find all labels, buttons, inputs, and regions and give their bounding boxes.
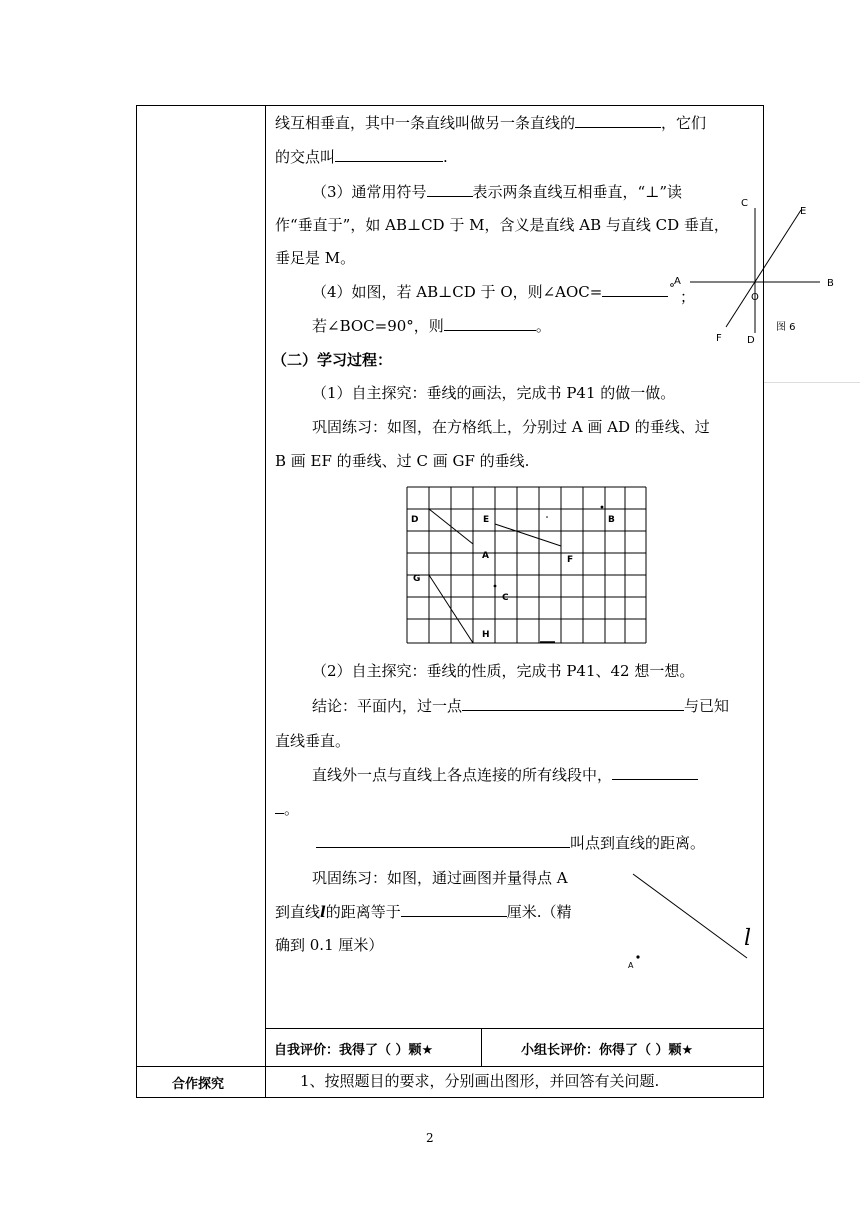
group-eval: 小组长评价：你得了（ ）颗★ (521, 1043, 694, 1058)
para-2: 巩固练习：如图，在方格纸上，分别过 A 画 AD 的垂线、过 (312, 418, 710, 436)
dot-C (494, 585, 497, 588)
para-3: B 画 EF 的垂线、过 C 画 GF 的垂线. (275, 452, 530, 470)
label-O: O (751, 292, 759, 303)
section-title: （二）学习过程： (272, 351, 393, 369)
para-8 (275, 799, 299, 819)
line-3-tail: 表示两条直线互相垂直，“⊥”读 (472, 183, 682, 201)
grid-label-A: A (482, 551, 489, 561)
page-number: 2 (426, 1131, 434, 1145)
label-E: E (800, 206, 807, 217)
para-11-l: l (320, 903, 326, 921)
line-1-text: 线互相垂直，其中一条直线叫做另一条直线的 (275, 114, 576, 132)
table-bottom-border (136, 1097, 764, 1098)
line-6-text: （4）如图，若 AB⊥CD 于 O，则∠AOC= (312, 283, 603, 301)
figure-6 (660, 190, 850, 350)
para-11-text: 到直线 (275, 903, 321, 921)
point-A (671, 284, 674, 287)
line-3-text: （3）通常用符号 (312, 183, 427, 201)
para-12: 确到 0.1 厘米） (275, 936, 384, 954)
para-9 (316, 833, 705, 853)
line-l-label: l (744, 926, 752, 951)
point-A-label: A (628, 961, 634, 970)
dot-near-E (546, 516, 548, 518)
grid-label-G: G (413, 574, 421, 584)
task-text: 1、按照题目的要求，分别画出图形，并回答有关问题. (300, 1072, 660, 1090)
line-EF (726, 210, 801, 327)
line-2 (275, 147, 448, 167)
para-4: （2）自主探究：垂线的性质，完成书 P41、42 想一想。 (312, 662, 695, 680)
para-5-tail: 与已知 (684, 697, 730, 715)
faint-guide-line (764, 382, 860, 383)
line-5: 垂足是 M。 (275, 249, 356, 267)
blank-1[interactable] (575, 113, 661, 128)
grid-label-C: C (502, 593, 509, 603)
line-l (633, 874, 747, 958)
figure-6-caption: 图 6 (776, 322, 796, 333)
table-top-border (136, 105, 764, 106)
table-row-divider-1 (265, 1028, 764, 1029)
dot-B (601, 506, 604, 509)
para-7 (312, 765, 698, 785)
label-B: B (827, 278, 834, 289)
label-D: D (747, 335, 755, 346)
line-7-tail: 。 (535, 317, 551, 335)
line-6-tail: ； (680, 288, 696, 306)
grid-label-D: D (411, 515, 419, 525)
grid-label-H: H (482, 630, 490, 640)
label-F: F (716, 333, 722, 344)
line-7-text: 若∠BOC=90°，则 (312, 317, 444, 335)
label-C: C (741, 198, 748, 209)
para-5-text: 结论：平面内，过一点 (312, 697, 463, 715)
blank-7[interactable] (612, 765, 698, 780)
para-1: （1）自主探究：垂线的画法，完成书 P41 的做一做。 (312, 384, 676, 402)
line-1 (275, 113, 706, 133)
grid-label-F: F (567, 555, 574, 565)
line-1-tail: ，它们 (661, 114, 707, 132)
label-A: A (674, 276, 681, 287)
grid-label-B: B (608, 515, 615, 525)
grid-figure (400, 482, 654, 648)
eval-divider (481, 1028, 482, 1066)
para-9-text: 叫点到直线的距离。 (570, 834, 706, 852)
para-10: 巩固练习：如图，通过画图并量得点 A (312, 869, 568, 887)
line-7 (312, 316, 551, 336)
line-6 (312, 282, 668, 302)
self-eval: 自我评价：我得了（ ）颗★ (274, 1043, 434, 1058)
grid-label-E: E (483, 515, 490, 525)
line-3 (312, 182, 682, 202)
blank-3[interactable] (427, 182, 473, 197)
line-2-text: 的交点叫 (275, 148, 336, 166)
table-row-divider-2 (136, 1066, 764, 1067)
blank-2[interactable] (335, 147, 443, 162)
grid-lines (407, 487, 646, 643)
para-8-text: 。 (284, 800, 300, 818)
para-11-tail: 厘米.（精 (506, 903, 572, 921)
blank-5[interactable] (444, 316, 536, 331)
blank-8[interactable] (275, 799, 284, 814)
line-2-tail: . (443, 148, 448, 166)
table-left-border (136, 105, 137, 1098)
point-A (636, 955, 639, 958)
para-11-mid: 的距离等于 (325, 903, 401, 921)
left-cell-label: 合作探究 (172, 1077, 225, 1092)
blank-4[interactable] (602, 282, 668, 297)
para-11 (275, 902, 572, 922)
line-4: 作“垂直于”，如 AB⊥CD 于 M，含义是直线 AB 与直线 CD 垂直， (275, 216, 729, 234)
blank-9[interactable] (316, 833, 570, 848)
blank-6[interactable] (462, 696, 684, 711)
segment-EF (495, 524, 561, 546)
para-7-text: 直线外一点与直线上各点连接的所有线段中， (312, 766, 613, 784)
blank-10[interactable] (401, 902, 507, 917)
para-6: 直线垂直。 (275, 732, 351, 750)
para-5 (312, 696, 729, 716)
table-col-divider (265, 105, 266, 1098)
line-l-figure (620, 865, 770, 975)
